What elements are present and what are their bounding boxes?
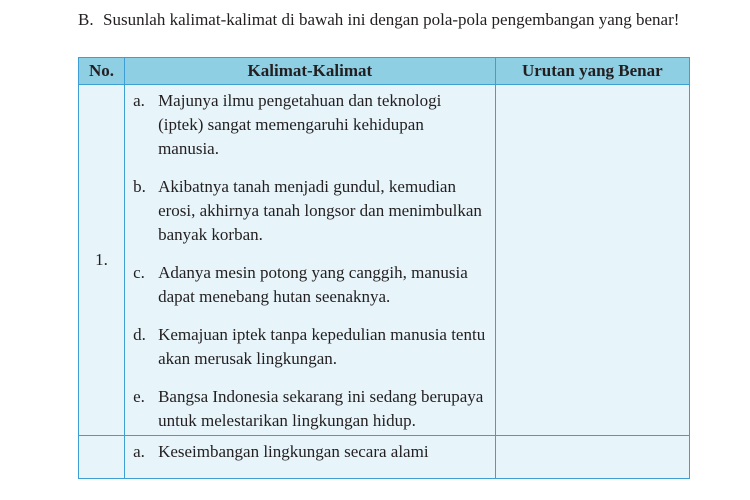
row-number bbox=[79, 85, 125, 436]
sentence-text: Adanya mesin potong yang canggih, manusia dapat menebang hutan seenaknya. bbox=[158, 263, 468, 306]
section-marker: B. bbox=[78, 10, 94, 29]
answer-cell[interactable] bbox=[495, 85, 689, 436]
answer-cell[interactable] bbox=[495, 436, 689, 479]
header-urutan: Urutan yang Benar bbox=[495, 58, 689, 85]
sentences-cell bbox=[125, 85, 496, 436]
sentence-item bbox=[125, 89, 495, 161]
sentences-cell bbox=[125, 436, 496, 479]
sentence-text: Akibatnya tanah menjadi gundul, kemudian erosi, akhirnya tanah longsor dan menimbulkan banyak korban. bbox=[158, 177, 482, 244]
sentence-letter: e. bbox=[133, 387, 145, 406]
table-header-row bbox=[79, 58, 690, 85]
exercise-instruction bbox=[78, 8, 690, 32]
header-kalimat: Kalimat-Kalimat bbox=[125, 58, 496, 85]
sentence-item bbox=[125, 261, 495, 309]
row-number bbox=[79, 436, 125, 479]
sentence-item bbox=[125, 440, 495, 464]
sentence-text: Keseimbangan lingkungan secara alami bbox=[158, 442, 429, 461]
instruction-text: Susunlah kalimat-kalimat di bawah ini dengan pola-pola pengembangan yang benar! bbox=[103, 10, 680, 29]
sentence-item bbox=[125, 385, 495, 433]
header-no: No. bbox=[79, 58, 125, 85]
sentence-letter: d. bbox=[133, 325, 146, 344]
sentence-item bbox=[125, 323, 495, 371]
sentence-letter: a. bbox=[133, 91, 145, 110]
table-row bbox=[79, 85, 690, 436]
sentence-text: Bangsa Indonesia sekarang ini sedang berupaya untuk melestarikan lingkungan hidup. bbox=[158, 387, 484, 430]
sentence-text: Majunya ilmu pengetahuan dan teknologi (iptek) sangat memengaruhi kehidupan manusia. bbox=[158, 91, 442, 158]
sentence-letter: b. bbox=[133, 177, 146, 196]
exercise-table bbox=[78, 57, 690, 479]
sentence-text: Kemajuan iptek tanpa kepedulian manusia tentu akan merusak lingkungan. bbox=[158, 325, 486, 368]
table-row bbox=[79, 436, 690, 479]
sentence-letter: a. bbox=[133, 442, 145, 461]
sentence-letter: c. bbox=[133, 263, 145, 282]
row-number-label: 1. bbox=[95, 250, 108, 269]
sentence-item bbox=[125, 175, 495, 247]
